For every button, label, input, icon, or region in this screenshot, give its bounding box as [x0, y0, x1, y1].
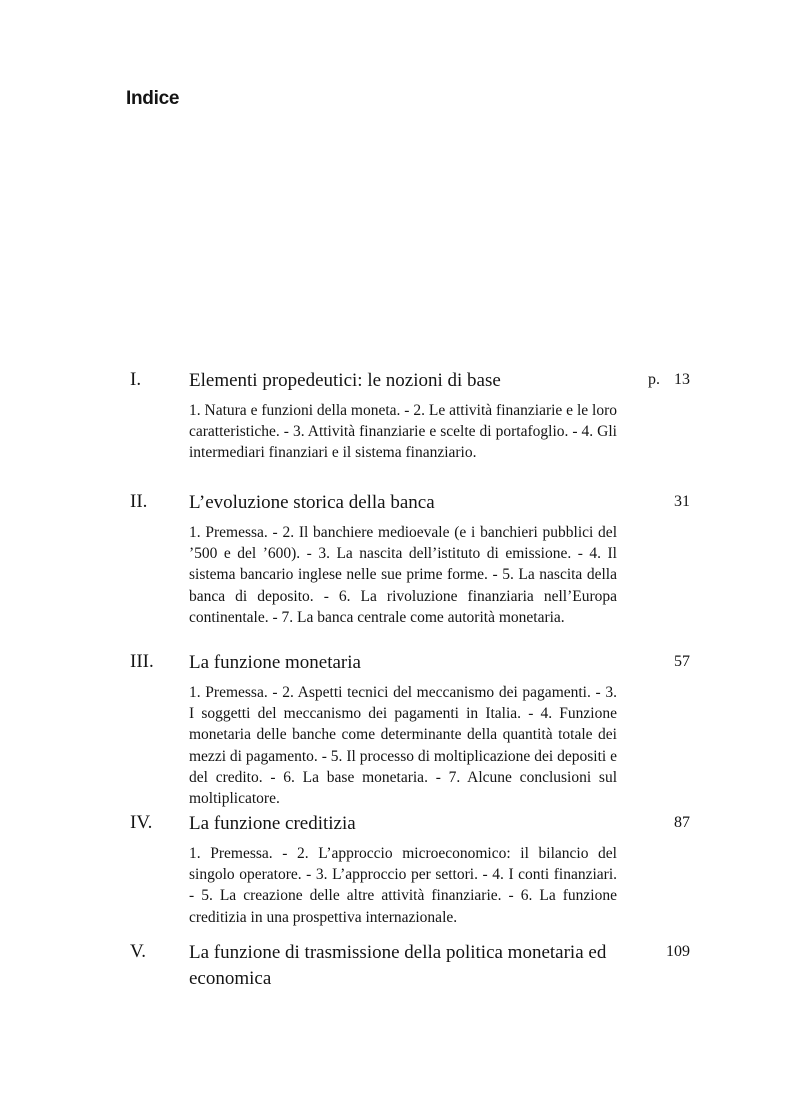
page-number: 13 — [674, 371, 690, 388]
chapter-title[interactable]: La funzione monetaria — [189, 652, 361, 673]
chapter-number: II. — [130, 491, 148, 512]
chapter-number: III. — [130, 651, 154, 672]
chapter-page — [648, 368, 690, 392]
chapter-summary: 1. Premessa. - 2. Aspetti tecnici del meccanismo dei pagamenti. - 3. I soggetti del meccanismo dei pagamenti in Italia. - 4. Funzione monetaria delle banche come determinante della quantità totale dei mezzi di pagamento. - 5. Il processo di moltiplicazione dei depositi e del credito. - 6. La base monetaria. - 7. Alcune conclusioni sul moltiplicatore. — [189, 684, 617, 808]
chapter-title[interactable]: La funzione creditizia — [189, 813, 356, 834]
chapter-page: 31 — [674, 493, 690, 510]
chapter-page: 87 — [674, 814, 690, 831]
chapter-summary: 1. Premessa. - 2. L’approccio microeconomico: il bilancio del singolo operatore. - 3. L’approccio per settori. - 4. I conti finanziari. - 5. La creazione delle altre attività finanziarie. - 6. La funzione creditizia in una prospettiva internazionale. — [189, 845, 617, 926]
chapter-page: 109 — [666, 943, 690, 960]
page-heading: Indice — [126, 88, 180, 109]
page-prefix: p. — [648, 371, 660, 388]
chapter-summary: 1. Premessa. - 2. Il banchiere medioevale (e i banchieri pubblici del ’500 e del ’600). - 3. La nascita dell’istituto di emissione. - 4. Il sistema bancario inglese nelle sue prime forme. - 5. La nascita della banca di deposito. - 6. La rivoluzione finanziaria nell’Europa continentale. - 7. La banca centrale come autorità monetaria. — [189, 524, 617, 626]
chapter-number: V. — [130, 941, 147, 962]
chapter-page: 57 — [674, 653, 690, 670]
chapter-number: I. — [130, 369, 142, 390]
chapter-title[interactable]: La funzione di trasmissione della politica monetaria ed economica — [189, 942, 607, 989]
chapter-number: IV. — [130, 812, 153, 833]
chapter-title[interactable]: L’evoluzione storica della banca — [189, 492, 435, 513]
chapter-title[interactable]: Elementi propedeutici: le nozioni di base — [189, 370, 501, 391]
chapter-summary: 1. Natura e funzioni della moneta. - 2. Le attività finanziarie e le loro caratteristiche. - 3. Attività finanziarie e scelte di portafoglio. - 4. Gli intermediari finanziari e il sistema finanziario. — [189, 402, 617, 462]
